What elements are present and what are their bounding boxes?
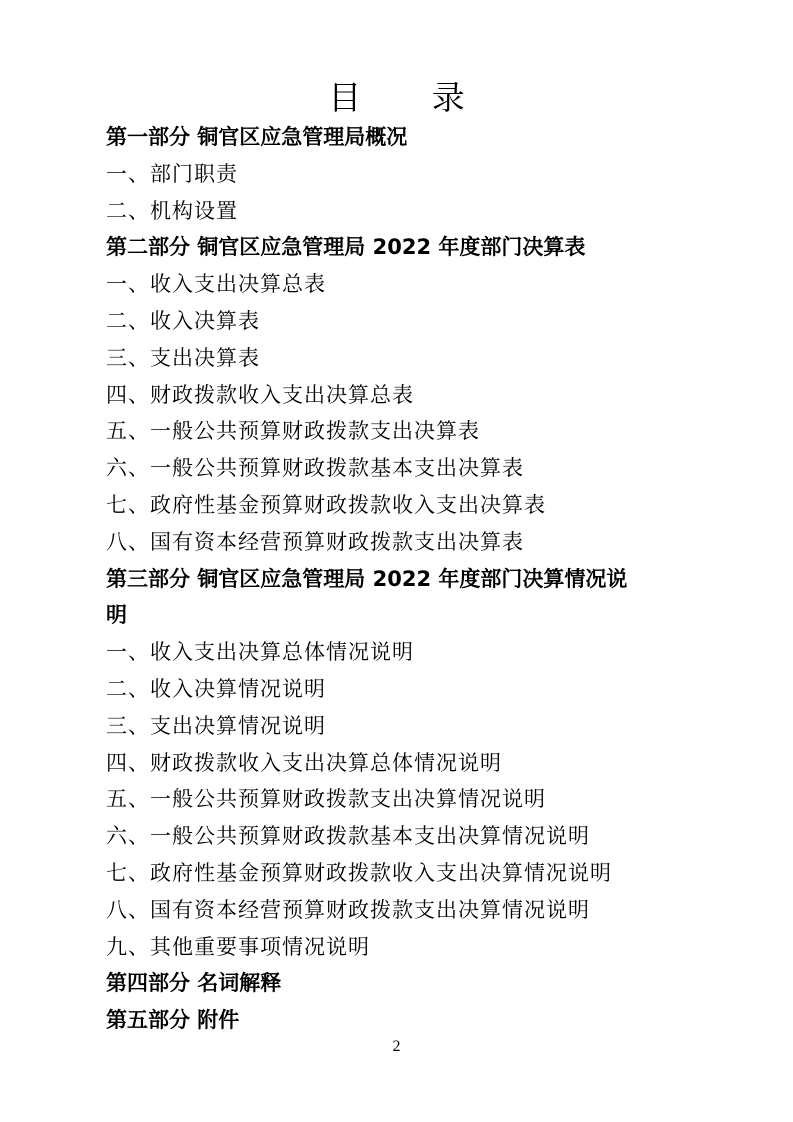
toc-item: 六、一般公共预算财政拨款基本支出决算表 — [106, 456, 524, 481]
toc-item: 六、一般公共预算财政拨款基本支出决算情况说明 — [106, 824, 590, 849]
toc-part-4: 第四部分 名词解释 — [106, 971, 282, 996]
page-number: 2 — [392, 1038, 401, 1055]
toc-item: 二、机构设置 — [106, 198, 238, 223]
toc-item: 七、政府性基金预算财政拨款收入支出决算表 — [106, 492, 546, 517]
toc-item: 五、一般公共预算财政拨款支出决算表 — [106, 419, 480, 444]
toc-part-5: 第五部分 附件 — [106, 1008, 240, 1033]
toc-item: 八、国有资本经营预算财政拨款支出决算表 — [106, 529, 524, 554]
toc-part-1: 第一部分 铜官区应急管理局概况 — [106, 125, 408, 149]
toc-item: 二、收入决算情况说明 — [106, 676, 326, 701]
table-of-contents — [106, 119, 706, 1039]
toc-item: 一、收入支出决算总表 — [106, 272, 326, 297]
toc-item: 九、其他重要事项情况说明 — [106, 934, 370, 959]
toc-item: 一、收入支出决算总体情况说明 — [106, 640, 414, 665]
toc-item: 五、一般公共预算财政拨款支出决算情况说明 — [106, 787, 546, 812]
toc-item: 一、部门职责 — [106, 161, 238, 186]
toc-item: 三、支出决算情况说明 — [106, 713, 326, 738]
toc-item: 四、财政拨款收入支出决算总体情况说明 — [106, 750, 502, 775]
toc-item: 三、支出决算表 — [106, 345, 260, 370]
toc-part-3-continued: 明 — [106, 603, 127, 628]
toc-item: 二、收入决算表 — [106, 308, 260, 333]
toc-item: 四、财政拨款收入支出决算总表 — [106, 382, 414, 407]
toc-part-2: 第二部分 铜官区应急管理局 2022 年度部门决算表 — [106, 235, 586, 260]
toc-item: 八、国有资本经营预算财政拨款支出决算情况说明 — [106, 897, 590, 922]
toc-part-3: 第三部分 铜官区应急管理局 2022 年度部门决算情况说 — [106, 566, 628, 591]
toc-item: 七、政府性基金预算财政拨款收入支出决算情况说明 — [106, 860, 612, 885]
page-title: 目 录 — [328, 78, 495, 117]
